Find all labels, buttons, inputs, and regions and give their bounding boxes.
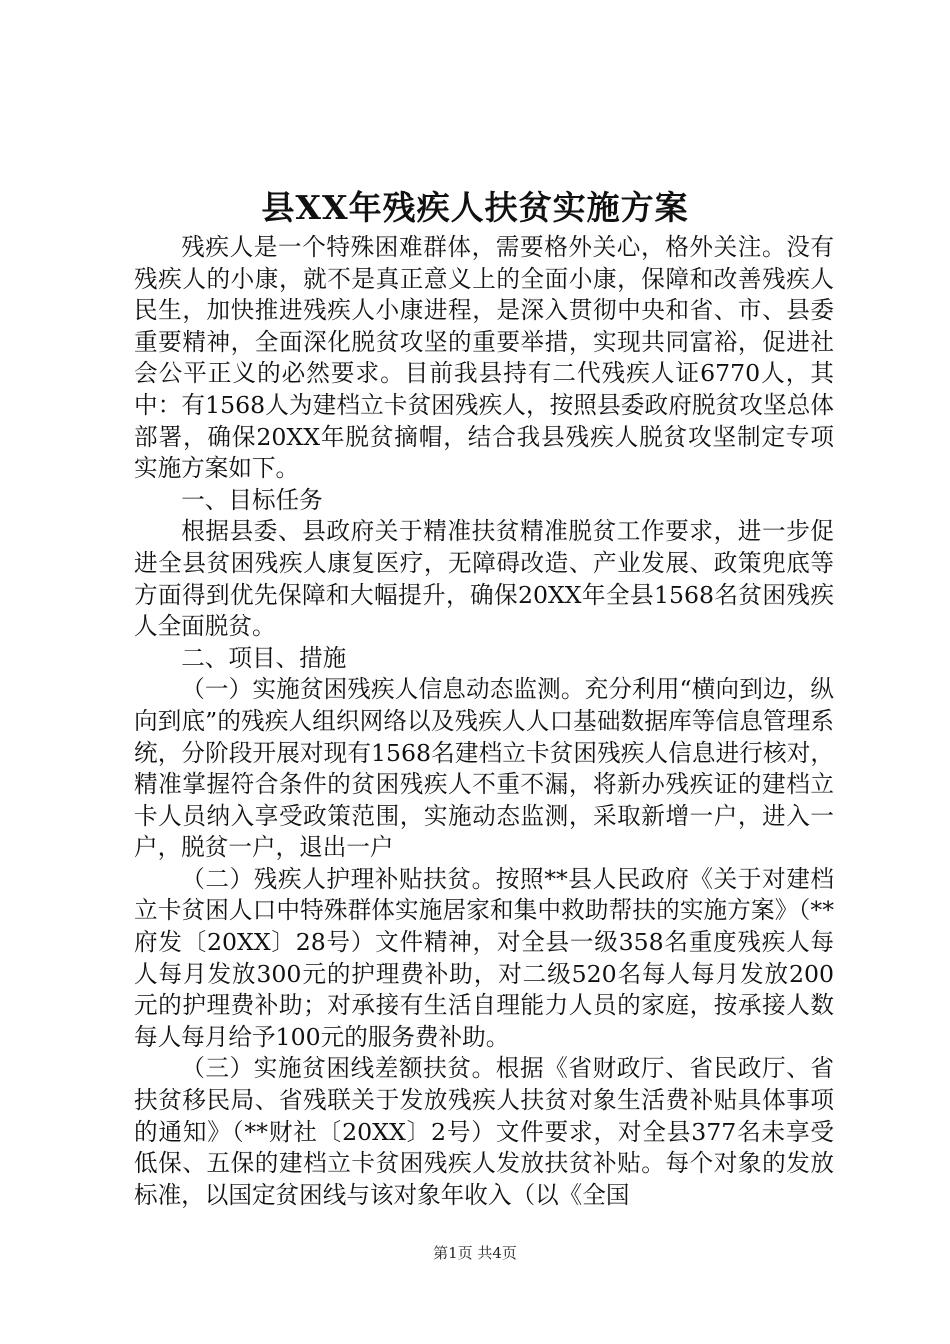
intro-paragraph: 残疾人是一个特殊困难群体，需要格外关心，格外关注。没有残疾人的小康，就不是真正意义上的全面小康，保障和改善残疾人民生，加快推进残疾人小康进程，是深入贯彻中央和省、市、县委重要精神，全面深化脱贫攻坚的重要举措，实现共同富裕，促进社会公平正义的必然要求。目前我县持有二代残疾人证6770人，其中：有1568人为建档立卡贫困残疾人，按照县委政府脱贫攻坚总体部署，确保20XX年脱贫摘帽，结合我县残疾人脱贫攻坚制定专项实施方案如下。: [134, 233, 834, 483]
page-footer: 第1页 共4页: [433, 1244, 517, 1262]
measure-paragraph-3: （三）实施贫困线差额扶贫。根据《省财政厅、省民政厅、省扶贫移民局、省残联关于发放残疾人扶贫对象生活费补贴具体事项的通知》（**财社〔20XX〕2号）文件要求，对全县377名未享受低保、五保的建档立卡贫困残疾人发放扶贫补贴。每个对象的发放标准，以国定贫困线与该对象年收入（以《全国: [134, 1054, 834, 1209]
document-body: [134, 232, 834, 1211]
section-heading-goals: 一、目标任务: [181, 485, 323, 514]
section-heading-measures: 二、项目、措施: [181, 643, 347, 672]
goals-paragraph: 根据县委、县政府关于精准扶贫精准脱贫工作要求，进一步促进全县贫困残疾人康复医疗，无障碍改造、产业发展、政策兜底等方面得到优先保障和大幅提升，确保20XX年全县1568名贫困残疾人全面脱贫。: [134, 517, 834, 641]
measure-paragraph-2: （二）残疾人护理补贴扶贫。按照**县人民政府《关于对建档立卡贫困人口中特殊群体实施居家和集中救助帮扶的实施方案》（**府发〔20XX〕28号）文件精神，对全县一级358名重度残疾人每人每月发放300元的护理费补助，对二级520名每人每月发放200元的护理费补助；对承接有生活自理能力人员的家庭，按承接人数每人每月给予100元的服务费补助。: [134, 864, 834, 1051]
measure-paragraph-1: （一）实施贫困残疾人信息动态监测。充分利用“横向到边，纵向到底”的残疾人组织网络以及残疾人人口基础数据库等信息管理系统，分阶段开展对现有1568名建档立卡贫困残疾人信息进行核对，精准掌握符合条件的贫困残疾人不重不漏，将新办残疾证的建档立卡人员纳入享受政策范围，实施动态监测，采取新增一户，进入一户，脱贫一户，退出一户: [134, 675, 834, 862]
document-title: 县XX年残疾人扶贫实施方案: [261, 188, 689, 227]
